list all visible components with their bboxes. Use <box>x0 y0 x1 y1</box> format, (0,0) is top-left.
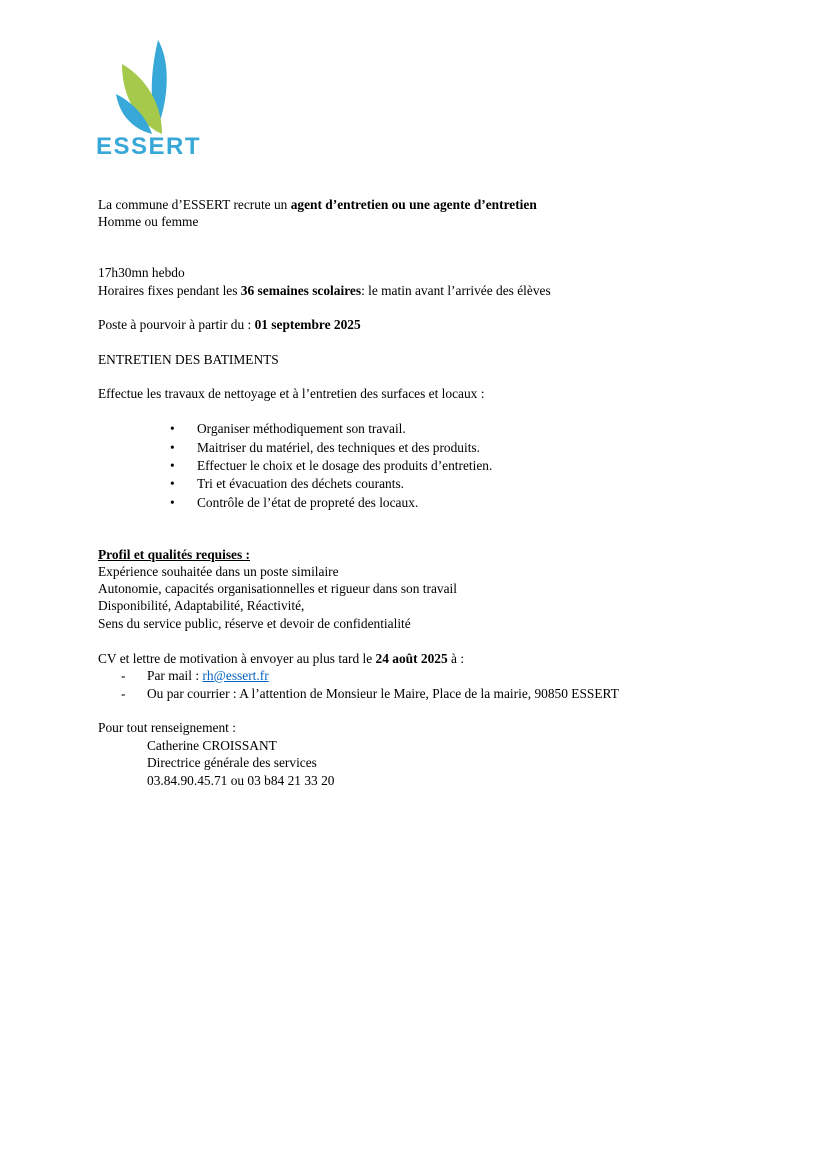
task-item: Contrôle de l’état de propreté des locaux. <box>197 495 419 510</box>
email-link[interactable]: rh@essert.fr <box>202 668 269 683</box>
section-heading: ENTRETIEN DES BATIMENTS <box>98 352 279 367</box>
task-item: Organiser méthodiquement son travail. <box>197 421 406 436</box>
post-line: Ou par courrier : A l’attention de Monsieur le Maire, Place de la mairie, 90850 ESSERT <box>147 686 619 701</box>
bullet-icon: • <box>170 495 175 510</box>
hours-line: 17h30mn hebdo <box>98 265 185 280</box>
gender-line: Homme ou femme <box>98 214 199 229</box>
bullet-icon: • <box>170 421 175 436</box>
profile-item: Sens du service public, réserve et devoir de confidentialité <box>98 616 411 631</box>
start-date-line: Poste à pourvoir à partir du : 01 septembre 2025 <box>98 317 361 332</box>
logo-wordmark: ESSERT <box>96 133 202 160</box>
bullet-icon: • <box>170 440 175 455</box>
bullet-icon: • <box>170 458 175 473</box>
application-line: CV et lettre de motivation à envoyer au plus tard le 24 août 2025 à : <box>98 651 465 666</box>
bullet-icon: • <box>170 476 175 491</box>
task-item: Tri et évacuation des déchets courants. <box>197 476 404 491</box>
schedule-line: Horaires fixes pendant les 36 semaines scolaires: le matin avant l’arrivée des élèves <box>98 283 551 298</box>
profile-item: Autonomie, capacités organisationnelles et rigueur dans son travail <box>98 581 457 596</box>
leaf-logo-icon <box>96 38 202 134</box>
contact-role: Directrice générale des services <box>147 755 317 770</box>
contact-intro: Pour tout renseignement : <box>98 720 236 735</box>
profile-heading: Profil et qualités requises : <box>98 547 250 562</box>
dash-marker: - <box>121 668 126 683</box>
task-item: Maitriser du matériel, des techniques et des produits. <box>197 440 480 455</box>
intro-line: La commune d’ESSERT recrute un agent d’entretien ou une agente d’entretien <box>98 197 537 212</box>
mail-line: Par mail : rh@essert.fr <box>147 668 269 683</box>
tasks-intro: Effectue les travaux de nettoyage et à l’entretien des surfaces et locaux : <box>98 386 485 401</box>
dash-marker: - <box>121 686 126 701</box>
essert-logo <box>96 38 202 162</box>
profile-item: Expérience souhaitée dans un poste similaire <box>98 564 339 579</box>
profile-item: Disponibilité, Adaptabilité, Réactivité, <box>98 598 305 613</box>
job-title: agent d’entretien ou une agente d’entretien <box>290 197 537 212</box>
contact-name: Catherine CROISSANT <box>147 738 277 753</box>
task-item: Effectuer le choix et le dosage des produits d’entretien. <box>197 458 493 473</box>
contact-phones: 03.84.90.45.71 ou 03 b84 21 33 20 <box>147 773 335 788</box>
